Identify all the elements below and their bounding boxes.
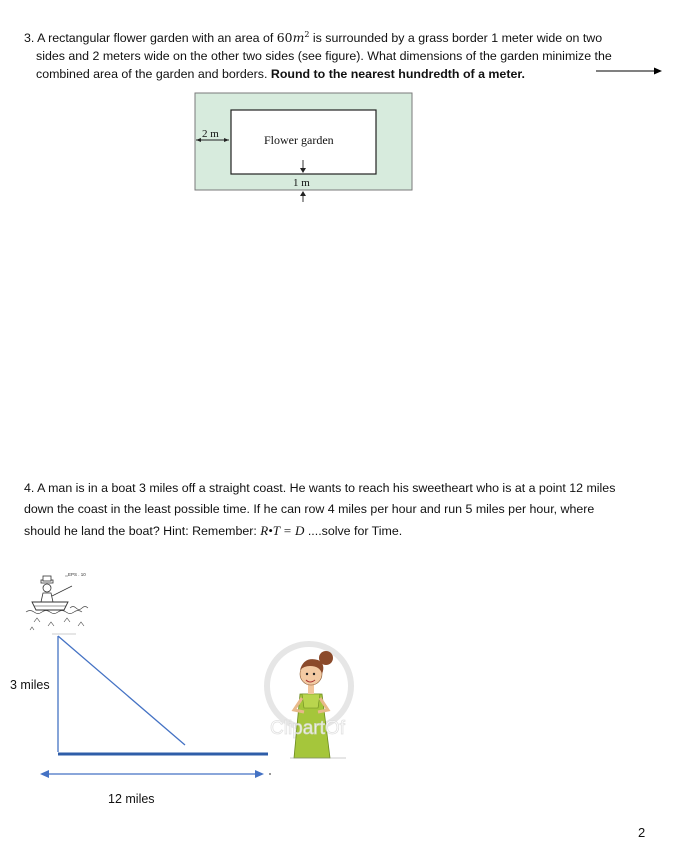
q3-line-1: 3. A rectangular flower garden with an area of $60m^2$ is surrounded by a grass border 1 meter wide on two [24, 30, 603, 46]
garden-figure [194, 92, 414, 204]
q4-line-1: 4. A man is in a boat 3 miles off a straight coast. He wants to reach his sweetheart who is at a point 12 miles [24, 481, 616, 495]
area-expression: $60m^2$ [276, 30, 310, 46]
rtd-formula: R•T = D [260, 523, 305, 538]
eps-tag: EPS . 10 [68, 572, 86, 577]
q4-line-2: down the coast in the least possible time. If he can row 4 miles per hour and run 5 miles per hour, where [24, 502, 595, 516]
boat-coast-diagram [0, 630, 290, 790]
right-arrow-icon [596, 65, 662, 77]
label-flower-garden: Flower garden [264, 133, 334, 147]
label-3-miles: 3 miles [10, 678, 50, 692]
label-1m: 1 m [293, 177, 310, 189]
question-3 [24, 26, 644, 83]
question-4 [24, 478, 654, 542]
q4-line-3: should he land the boat? Hint: Remember: R•T = D ....solve for Time. [24, 523, 403, 538]
rowing-path-line [58, 636, 185, 745]
q3-line-2: sides and 2 meters wide on the other two sides (see figure). What dimensions of the garden minimize the [36, 49, 612, 64]
q3-line-3: combined area of the garden and borders. Round to the nearest hundredth of a meter. [36, 67, 525, 82]
boat-clipart [24, 568, 104, 638]
watermark-text: ClipartOf [270, 718, 345, 739]
rounding-instruction: Round to the nearest hundredth of a meter. [270, 67, 525, 82]
label-12-miles: 12 miles [108, 792, 155, 806]
label-2m: 2 m [202, 128, 219, 140]
sweetheart-clipart [264, 638, 374, 766]
hair-bun [319, 651, 333, 665]
page-number: 2 [638, 825, 646, 840]
